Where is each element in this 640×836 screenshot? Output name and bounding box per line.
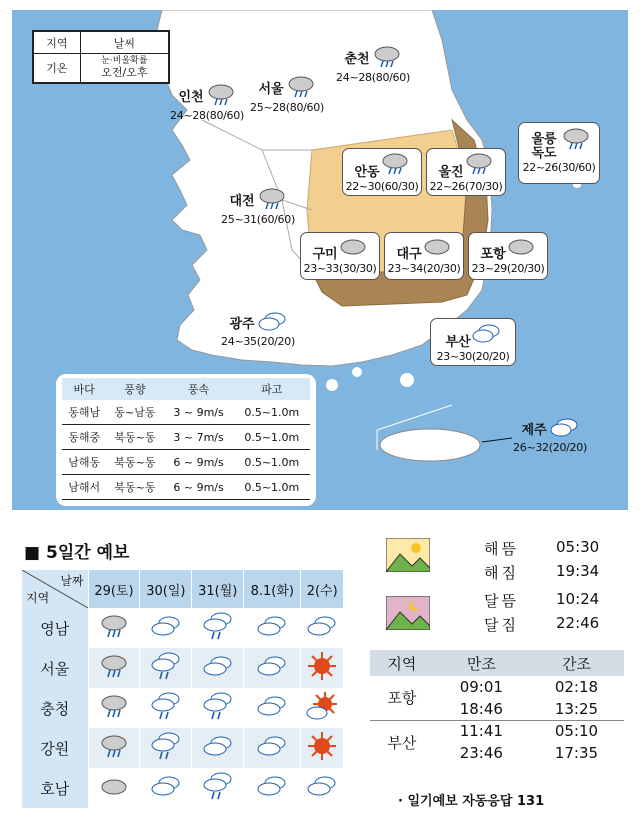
- sea-row: 남해동 북동~동 6 ~ 9m/s 0.5~1.0m: [62, 450, 310, 475]
- forecast-region: 호남: [22, 768, 88, 808]
- map-legend: [32, 30, 170, 84]
- forecast-date: 31(월): [192, 570, 244, 608]
- legend-temp-label: 기온: [34, 54, 81, 83]
- clouds-icon: [471, 333, 501, 347]
- auto-response-footer: · 일기예보 자동응답 131: [398, 794, 545, 809]
- city-chuncheon: 춘천 24~28(80/60): [318, 44, 428, 84]
- clouds-icon: [150, 788, 182, 803]
- city-uljin: 울진 22~26(70/30): [426, 148, 506, 196]
- clouds-icon: [150, 628, 182, 643]
- sea-forecast-table: [56, 374, 316, 506]
- forecast-row: [22, 728, 344, 768]
- forecast-row: [22, 688, 344, 728]
- city-ulleung-dokdo: 울릉 독도 22~26(30/60): [518, 122, 600, 184]
- forecast-corner: 날짜 지역: [22, 570, 88, 608]
- forecast-region: 충청: [22, 688, 88, 728]
- rain-cloud-icon: [257, 186, 287, 213]
- tide-table: [370, 650, 624, 764]
- clouds-rain-icon: [150, 670, 182, 685]
- clouds-icon: [256, 628, 288, 643]
- clouds-icon: [202, 748, 234, 763]
- clouds-icon: [257, 310, 287, 335]
- tide-header: 만조: [434, 650, 529, 676]
- sea-header: 파고: [234, 378, 310, 400]
- city-pohang: 포항 23~29(20/30): [468, 232, 548, 280]
- sun-cloud-icon: [306, 710, 338, 725]
- clouds-icon: [306, 628, 338, 643]
- city-jeju: 제주 26~32(20/20): [500, 416, 600, 454]
- forecast-region: 서울: [22, 648, 88, 688]
- rain-cloud-icon: [372, 44, 402, 71]
- legend-prob-label: 눈·비올확률 오전/오후: [80, 54, 168, 83]
- forecast-date: 2(수): [301, 570, 344, 608]
- clouds-icon: [306, 788, 338, 803]
- clouds-icon: [202, 668, 234, 683]
- clouds-icon: [549, 416, 579, 441]
- city-daejeon: 대전 25~31(60/60): [208, 186, 308, 226]
- sea-row: 동해남 동~남동 3 ~ 9m/s 0.5~1.0m: [62, 400, 310, 425]
- clouds-icon: [256, 748, 288, 763]
- rain-cloud-icon: [98, 748, 130, 763]
- forecast-title: ■ 5일간 예보: [24, 543, 130, 563]
- sea-row: 동해중 북동~동 3 ~ 7m/s 0.5~1.0m: [62, 425, 310, 450]
- clouds-rain-icon: [150, 750, 182, 765]
- sea-header: 풍속: [164, 378, 234, 400]
- sun-landscape-icon: [386, 538, 430, 572]
- cloud-icon: [98, 786, 130, 801]
- city-busan: 부산 23~30(20/20): [430, 318, 516, 366]
- sea-row: 남해서 북동~동 6 ~ 9m/s 0.5~1.0m: [62, 475, 310, 500]
- rain-cloud-icon: [464, 163, 494, 177]
- tide-row: 포항 09:01 02:18: [370, 676, 624, 698]
- clouds-icon: [256, 788, 288, 803]
- rain-cloud-icon: [98, 668, 130, 683]
- weather-map: [12, 10, 628, 510]
- rain-cloud-icon: [286, 74, 316, 101]
- forecast-date: 30(일): [140, 570, 192, 608]
- clouds-rain-icon: [202, 630, 234, 645]
- clouds-icon: [256, 708, 288, 723]
- rain-cloud-icon: [98, 628, 130, 643]
- moon-landscape-icon: [386, 596, 430, 630]
- legend-weather-label: 날씨: [80, 32, 168, 54]
- rain-cloud-icon: [561, 139, 591, 153]
- city-gumi: 구미 23~33(30/30): [300, 232, 380, 280]
- cloud-icon: [338, 245, 368, 259]
- forecast-row: [22, 768, 344, 808]
- sun-icon: [307, 670, 337, 685]
- clouds-rain-icon: [202, 710, 234, 725]
- legend-region-label: 지역: [34, 32, 81, 54]
- sea-header: 풍향: [106, 378, 163, 400]
- forecast-date: 8.1(화): [244, 570, 301, 608]
- forecast-row: [22, 648, 344, 688]
- city-daegu: 대구 23~34(20/30): [384, 232, 464, 280]
- sea-header: 바다: [62, 378, 106, 400]
- clouds-rain-icon: [150, 710, 182, 725]
- forecast-region: 강원: [22, 728, 88, 768]
- forecast-row: [22, 608, 344, 648]
- rain-cloud-icon: [380, 163, 410, 177]
- forecast-table: [22, 570, 344, 808]
- tide-row: 부산 11:41 05:10: [387, 722, 599, 752]
- cloud-icon: [506, 245, 536, 259]
- clouds-icon: [256, 668, 288, 683]
- tide-row: 18:46 13:25: [370, 698, 624, 720]
- clouds-rain-icon: [202, 790, 234, 805]
- tide-header: 지역: [370, 650, 434, 676]
- tide-row: 23:46 17:35: [459, 744, 599, 762]
- sun-icon: [307, 750, 337, 765]
- forecast-region: 영남: [22, 608, 88, 648]
- cloud-icon: [422, 245, 452, 259]
- city-andong: 안동 22~30(60/30): [342, 148, 422, 196]
- rain-cloud-icon: [98, 708, 130, 723]
- city-seoul: 서울 25~28(80/60): [232, 74, 342, 114]
- forecast-date: 29(토): [88, 570, 140, 608]
- tide-header: 간조: [529, 650, 624, 676]
- city-gwangju: 광주 24~35(20/20): [208, 310, 308, 348]
- city-incheon: 인천 24~28(80/60): [152, 82, 262, 122]
